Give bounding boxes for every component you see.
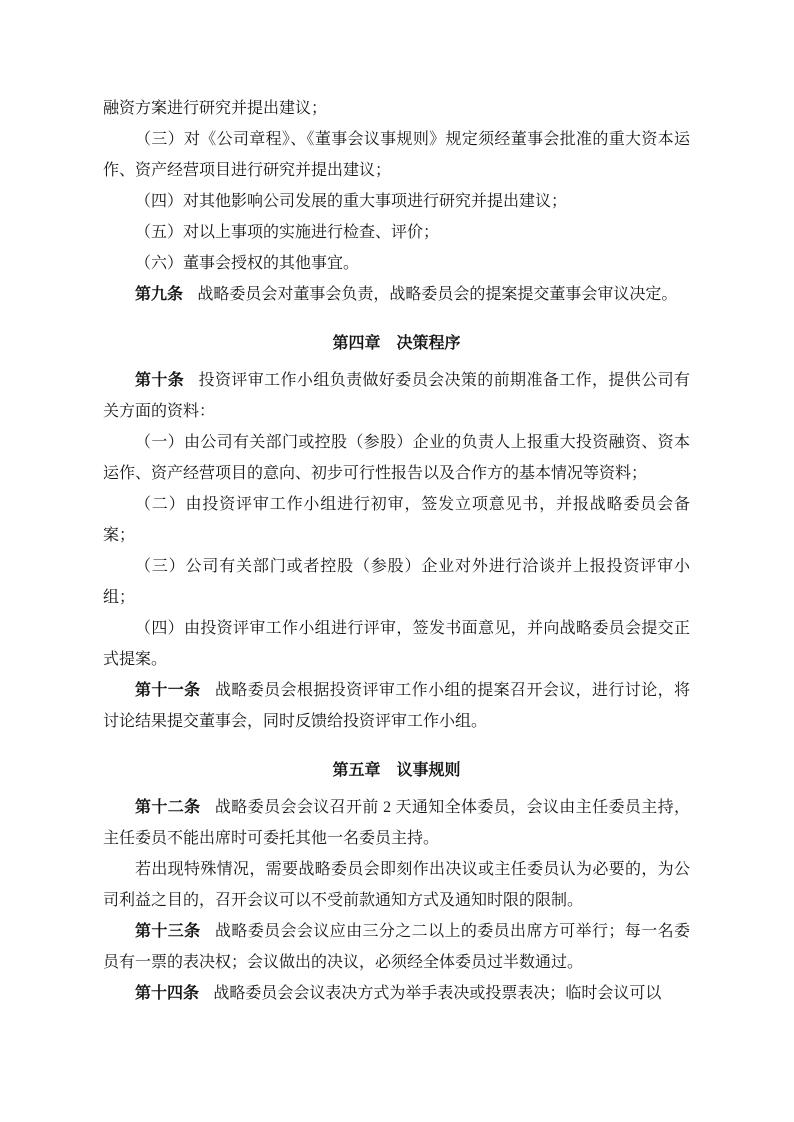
article-number: 第十三条 <box>135 923 201 940</box>
article-paragraph <box>103 792 690 854</box>
article-number: 第十二条 <box>135 799 201 816</box>
list-item-paragraph: （三）对《公司章程》、《董事会议事规则》规定须经董事会批准的重大资本运作、资产经营项目进行研究并提出建议； <box>103 131 690 179</box>
chapter-heading: 第五章 议事规则 <box>332 762 461 779</box>
article-number: 第九条 <box>135 286 184 303</box>
article-paragraph <box>103 675 690 737</box>
list-item-paragraph: （六）董事会授权的其他事宜。 <box>135 255 360 272</box>
article-text: 战略委员会对董事会负责，战略委员会的提案提交董事会审议决定。 <box>197 286 678 303</box>
list-item-paragraph: （四）由投资评审工作小组进行评审，签发书面意见，并向战略委员会提交正式提案。 <box>103 620 690 668</box>
article-paragraph <box>103 279 690 310</box>
article-number: 第十条 <box>135 372 185 389</box>
article-text: 战略委员会会议表决方式为举手表决或投票表决；临时会议可以 <box>213 985 662 1002</box>
article-text: 战略委员会会议应由三分之二以上的委员出席方可举行；每一名委员有一票的表决权；会议做出的决议，必须经全体委员过半数通过。 <box>103 923 690 971</box>
article-number: 第十四条 <box>135 985 200 1002</box>
body-paragraph: 若出现特殊情况，需要战略委员会即刻作出决议或主任委员认为必要的，为公司利益之目的，召开会议可以不受前款通知方式及通知时限的限制。 <box>103 861 690 909</box>
list-item-paragraph: （四）对其他影响公司发展的重大事项进行研究并提出建议； <box>135 193 568 210</box>
chapter-heading: 第四章 决策程序 <box>332 335 461 352</box>
list-item-paragraph: （一）由公司有关部门或控股（参股）企业的负责人上报重大投资融资、资本运作、资产经营项目的意向、初步可行性报告以及合作方的基本情况等资料； <box>103 434 690 482</box>
article-text: 战略委员会根据投资评审工作小组的提案召开会议，进行讨论，将讨论结果提交董事会，同时反馈给投资评审工作小组。 <box>103 682 690 730</box>
article-text: 投资评审工作小组负责做好委员会决策的前期准备工作，提供公司有关方面的资料： <box>103 372 690 420</box>
list-item-paragraph: （三）公司有关部门或者控股（参股）企业对外进行洽谈并上报投资评审小组； <box>103 558 690 606</box>
article-text: 战略委员会会议召开前 2 天通知全体委员，会议由主任委员主持，主任委员不能出席时可委托其他一名委员主持。 <box>103 799 690 847</box>
continuation-paragraph: 融资方案进行研究并提出建议； <box>103 100 328 117</box>
article-paragraph <box>103 978 690 1009</box>
list-item-paragraph: （二）由投资评审工作小组进行初审，签发立项意见书，并报战略委员会备案； <box>103 496 690 544</box>
article-paragraph <box>103 916 690 978</box>
article-number: 第十一条 <box>135 682 201 699</box>
list-item-paragraph: （五）对以上事项的实施进行检查、评价； <box>135 224 440 241</box>
article-paragraph <box>103 365 690 427</box>
